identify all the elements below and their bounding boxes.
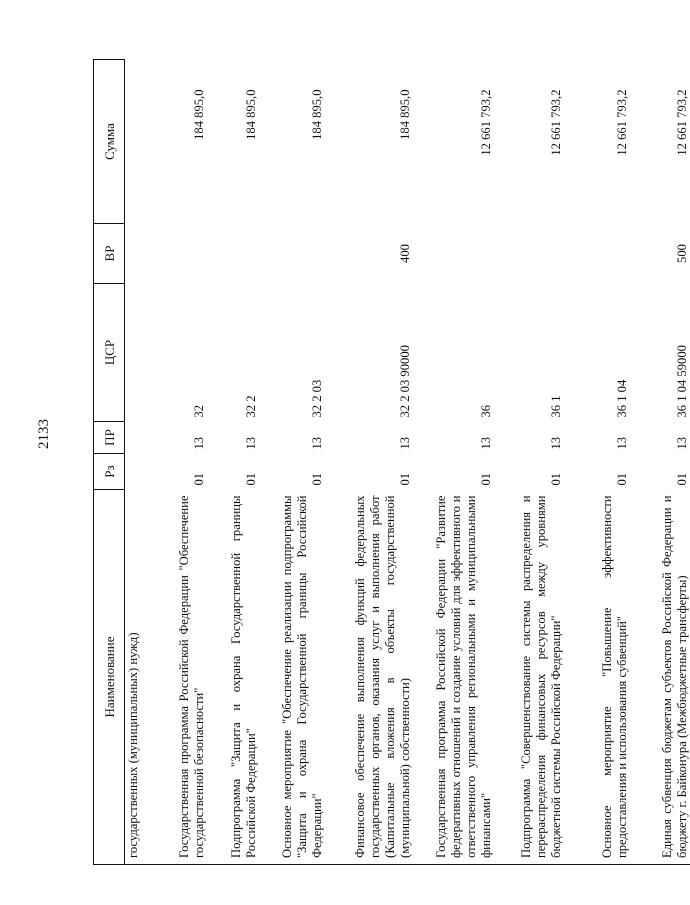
- row-vr: [413, 224, 494, 284]
- row-csr: 36: [479, 404, 493, 418]
- row-csr: 36 1 04: [615, 379, 629, 418]
- table-row: [494, 60, 564, 865]
- table-row: [325, 60, 413, 865]
- row-csr: 36 1: [549, 395, 563, 418]
- row-pr: 13: [244, 436, 258, 450]
- table-row: [259, 60, 325, 865]
- row-sum: [125, 60, 150, 224]
- row-csr: [125, 284, 150, 422]
- row-csr: 32: [192, 404, 206, 418]
- row-rz: [125, 454, 150, 490]
- row-rz: 01: [549, 472, 563, 486]
- row-sum: 12 661 793,2: [675, 89, 689, 156]
- row-rz: 01: [244, 472, 258, 486]
- rotated-page-content: [93, 60, 689, 865]
- row-sum: 184 895,0: [244, 89, 258, 140]
- row-rz: 01: [398, 472, 412, 486]
- row-rz: 01: [479, 472, 493, 486]
- row-name: Подпрограмма "Совершенствование системы распределения и перераспределения финансовых ресурсов между уровнями бюджетной системы Российской Федерации": [494, 490, 564, 865]
- table-row: [207, 60, 259, 865]
- header-vr: ВР: [94, 224, 125, 284]
- row-name: Основное мероприятие "Повышение эффективности предоставления и использования субвенций": [564, 490, 630, 865]
- row-csr: 36 1 04 59000: [675, 345, 689, 418]
- table-row: [413, 60, 494, 865]
- row-pr: 13: [310, 436, 324, 450]
- header-name: Наименование: [94, 490, 125, 865]
- row-name: Подпрограмма "Защита и охрана Государственной границы Российской Федерации": [207, 490, 259, 865]
- row-sum: 184 895,0: [398, 89, 412, 140]
- page-number: 2133: [36, 419, 52, 449]
- row-pr: 13: [398, 436, 412, 450]
- row-vr: [494, 224, 564, 284]
- row-csr: 32 2 03: [310, 379, 324, 418]
- row-sum: 12 661 793,2: [549, 89, 563, 156]
- row-sum: 184 895,0: [192, 89, 206, 140]
- row-pr: 13: [192, 436, 206, 450]
- row-name: Государственная программа Российской Федерации "Развитие федеративных отношений и создание условий для эффективного и ответственного управления региональными и муниципальными финансами": [413, 490, 494, 865]
- header-rz: Рз: [94, 454, 125, 490]
- table-header-row: [94, 60, 125, 865]
- row-rz: 01: [192, 472, 206, 486]
- table-row: [564, 60, 630, 865]
- budget-table: [93, 59, 690, 865]
- row-sum: 184 895,0: [310, 89, 324, 140]
- row-pr: 13: [479, 436, 493, 450]
- row-csr: 32 2: [244, 395, 258, 418]
- table-row: [630, 60, 690, 865]
- row-name: Государственная программа Российской Федерации "Обеспечение государственной безопасности": [149, 490, 207, 865]
- row-rz: 01: [310, 472, 324, 486]
- row-name: Финансовое обеспечение выполнения функций федеральных государственных органов, оказания услуг и выполнения работ (Капитальные вложения в объекты государственной (муниципальной) собственности): [325, 490, 413, 865]
- row-vr: [125, 224, 150, 284]
- row-pr: [125, 422, 150, 454]
- row-vr: 500: [675, 244, 689, 263]
- row-csr: 32 2 03 90000: [398, 345, 412, 418]
- row-vr: 400: [398, 244, 412, 263]
- row-vr: [207, 224, 259, 284]
- row-vr: [149, 224, 207, 284]
- row-name: государственных (муниципальных) нужд): [125, 490, 150, 865]
- header-pr: ПР: [94, 422, 125, 454]
- row-name: Основное мероприятие "Обеспечение реализации подпрограммы "Защита и охрана Государственной границы Российской Федерации": [259, 490, 325, 865]
- row-pr: 13: [615, 436, 629, 450]
- row-vr: [259, 224, 325, 284]
- table-row: [125, 60, 150, 865]
- header-sum: Сумма: [94, 60, 125, 224]
- row-name: Единая субвенция бюджетам субъектов Российской Федерации и бюджету г. Байконура (Межбюджетные трансферты): [630, 490, 690, 865]
- row-pr: 13: [549, 436, 563, 450]
- row-pr: 13: [675, 436, 689, 450]
- row-rz: 01: [675, 472, 689, 486]
- table-row: [149, 60, 207, 865]
- row-rz: 01: [615, 472, 629, 486]
- header-csr: ЦСР: [94, 284, 125, 422]
- row-sum: 12 661 793,2: [615, 89, 629, 156]
- row-vr: [564, 224, 630, 284]
- row-sum: 12 661 793,2: [479, 89, 493, 156]
